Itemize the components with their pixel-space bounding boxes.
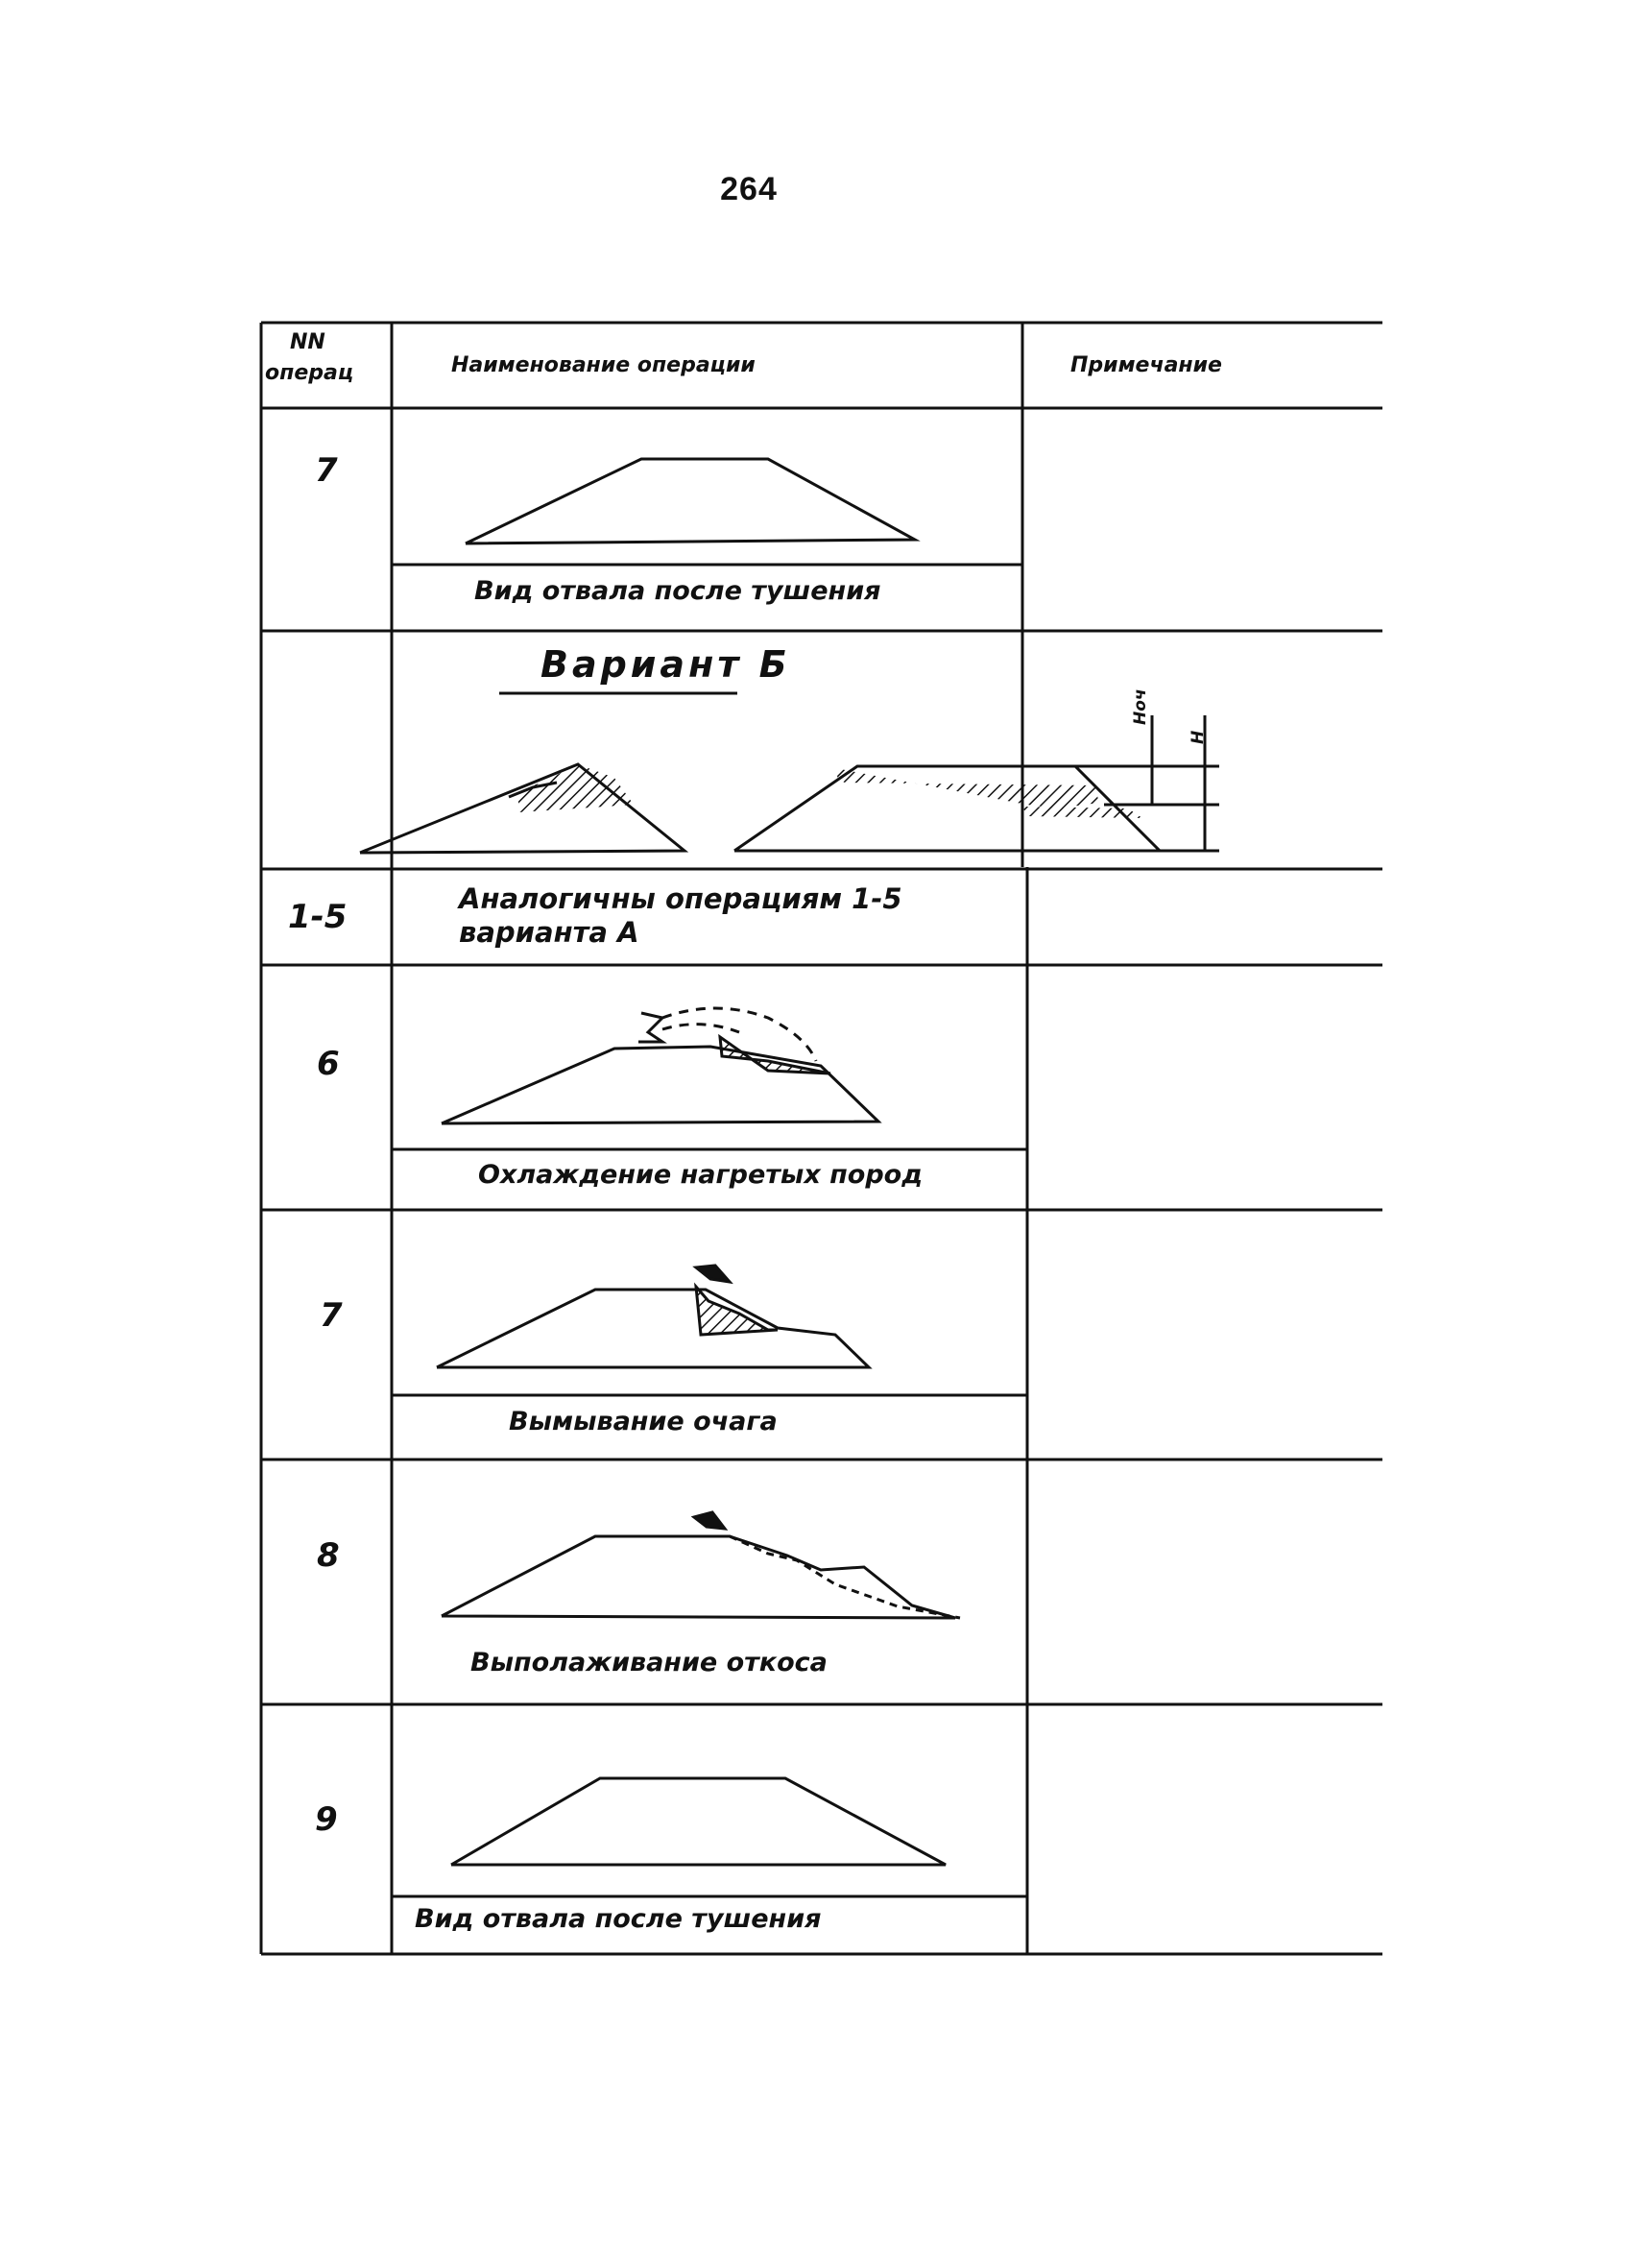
row-caption: Вымывание очага xyxy=(509,1407,778,1436)
water-jet-nozzle xyxy=(694,1512,725,1529)
row-caption: Вид отвала после тушения xyxy=(474,576,881,606)
dump-profile-row-9 xyxy=(451,1778,946,1865)
row-number: 7 xyxy=(320,1296,343,1335)
row-number: 9 xyxy=(315,1800,338,1839)
variant-title: Вариант Б xyxy=(540,643,791,686)
header-remark: Примечание xyxy=(1070,353,1222,377)
water-jet-nozzle xyxy=(696,1266,730,1282)
header-number-line2: операц xyxy=(265,361,354,385)
dump-profile-row-7 xyxy=(466,459,915,543)
dimension-label-hoch: Hоч xyxy=(1131,688,1150,725)
row-text-line2: варианта А xyxy=(459,916,639,949)
row-number: 7 xyxy=(315,451,338,490)
table-grid xyxy=(261,323,1382,1954)
row-number: 6 xyxy=(317,1045,340,1083)
row-number: 8 xyxy=(317,1536,340,1575)
row-caption: Вид отвала после тушения xyxy=(415,1904,822,1934)
variant-b-right-dump xyxy=(734,715,1219,851)
dump-profile-row-6 xyxy=(442,1008,878,1123)
dump-profile-row-8 xyxy=(442,1512,960,1618)
row-caption: Выполаживание откоса xyxy=(470,1648,828,1677)
dimension-label-h: H xyxy=(1189,730,1208,744)
row-text-line1: Аналогичны операциям 1-5 xyxy=(459,882,902,915)
page-number: 264 xyxy=(720,171,778,207)
variant-b-left-dump xyxy=(360,764,684,853)
dump-profile-row-7b xyxy=(437,1266,869,1367)
water-jet-nozzle xyxy=(638,1013,662,1042)
header-operation-name: Наименование операции xyxy=(451,353,756,377)
row-number: 1-5 xyxy=(288,898,348,936)
row-caption: Охлаждение нагретых пород xyxy=(478,1160,924,1190)
header-number-line1: NN xyxy=(290,330,325,354)
